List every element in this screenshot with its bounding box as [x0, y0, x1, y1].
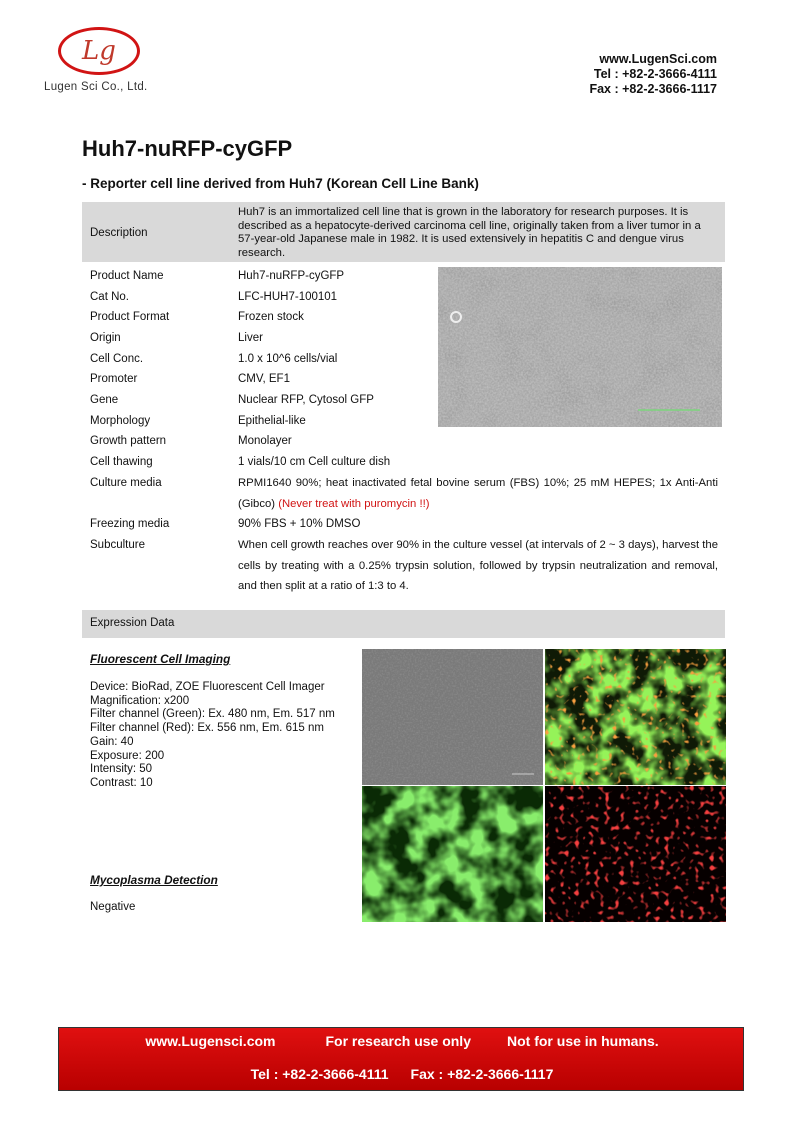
- spec-value-cat-no: LFC-HUH7-100101: [238, 291, 338, 303]
- imaging-device: Device: BioRad, ZOE Fluorescent Cell Imager: [90, 681, 325, 693]
- culture-media-text: RPMI1640 90%; heat inactivated fetal bovine serum (FBS) 10%; 25 mM HEPES; 1x Anti-Anti (Gibco): [238, 477, 718, 510]
- spec-value-freezing-media: 90% FBS + 10% DMSO: [238, 518, 361, 530]
- imaging-magnification: Magnification: x200: [90, 694, 190, 707]
- footer-not-human-note: Not for use in humans.: [507, 1033, 659, 1049]
- spec-value-gene: Nuclear RFP, Cytosol GFP: [238, 394, 374, 406]
- spec-value-growth-pattern: Monolayer: [238, 435, 292, 447]
- spec-label-cat-no: Cat No.: [90, 291, 129, 303]
- spec-label-morphology: Morphology: [90, 415, 151, 427]
- page-subtitle: - Reporter cell line derived from Huh7 (Korean Cell Line Bank): [82, 176, 479, 191]
- header-contact: [589, 52, 717, 97]
- spec-label-growth-pattern: Growth pattern: [90, 435, 167, 447]
- spec-value-cell-conc: 1.0 x 10^6 cells/vial: [238, 353, 338, 365]
- footer-website[interactable]: www.Lugensci.com: [145, 1033, 276, 1049]
- imaging-heading: Fluorescent Cell Imaging: [90, 652, 231, 666]
- header-website[interactable]: www.LugenSci.com: [599, 52, 717, 66]
- spec-value-product-name: Huh7-nuRFP-cyGFP: [238, 270, 345, 282]
- spec-value-promoter: CMV, EF1: [238, 373, 290, 385]
- expression-label: Expression Data: [90, 617, 175, 629]
- mycoplasma-heading: Mycoplasma Detection: [90, 873, 218, 887]
- phase-contrast-image: [438, 267, 722, 427]
- footer-research-note: For research use only: [325, 1033, 471, 1049]
- company-logo: [44, 27, 152, 99]
- brightfield-image: [362, 649, 543, 785]
- footer-tel: Tel : +82-2-3666-4111: [250, 1066, 389, 1082]
- merged-fluorescence-image: [545, 649, 726, 785]
- spec-value-product-format: Frozen stock: [238, 311, 304, 323]
- footer-line-2: [59, 1066, 745, 1082]
- footer-banner: [58, 1027, 744, 1091]
- spec-value-origin: Liver: [238, 332, 263, 344]
- footer-fax: Fax : +82-2-3666-1117: [410, 1066, 554, 1082]
- header-fax: Fax : +82-2-3666-1117: [589, 82, 717, 96]
- imaging-filter-green: Filter channel (Green): Ex. 480 nm, Em. 517 nm: [90, 708, 335, 721]
- puromycin-warning: (Never treat with puromycin !!): [278, 497, 430, 510]
- green-channel-image: [362, 786, 543, 922]
- footer-line-1: [59, 1033, 745, 1049]
- spec-label-product-format: Product Format: [90, 311, 170, 323]
- imaging-gain: Gain: 40: [90, 735, 134, 748]
- imaging-intensity: Intensity: 50: [90, 763, 153, 776]
- page-title: Huh7-nuRFP-cyGFP: [82, 136, 293, 161]
- header-tel: Tel : +82-2-3666-4111: [593, 67, 717, 81]
- description-label: Description: [90, 227, 148, 239]
- spec-label-promoter: Promoter: [90, 373, 138, 385]
- spec-label-culture-media: Culture media: [90, 477, 162, 489]
- red-channel-image: [545, 786, 726, 922]
- expression-band: [82, 610, 725, 638]
- company-name: Lugen Sci Co., Ltd.: [44, 81, 148, 93]
- spec-label-gene: Gene: [90, 394, 119, 406]
- spec-label-freezing-media: Freezing media: [90, 518, 170, 530]
- spec-value-morphology: Epithelial-like: [238, 415, 306, 427]
- spec-label-product-name: Product Name: [90, 270, 164, 282]
- imaging-settings: [90, 681, 335, 791]
- imaging-contrast: Contrast: 10: [90, 776, 153, 789]
- logo-mark: Lg: [82, 36, 116, 66]
- description-text: Huh7 is an immortalized cell line that is grown in the laboratory for research purposes. It is described as a hepatocyte-derived carcinoma cell line, originally taken from a liver tumor in a 57-year-old Japanese male in 1982. It is used extensively in hepatitis C and dengue virus research.: [238, 206, 701, 259]
- spec-label-subculture: Subculture: [90, 539, 145, 551]
- spec-label-cell-conc: Cell Conc.: [90, 353, 144, 365]
- spec-value-culture-media: [238, 473, 718, 514]
- spec-value-cell-thawing: 1 vials/10 cm Cell culture dish: [238, 456, 391, 468]
- spec-value-subculture: When cell growth reaches over 90% in the culture vessel (at intervals of 2 ~ 3 days), harvest the cells by treating with a 0.25% trypsin solution, followed by trypsin neutralization and removal, and then split at a ratio of 1:3 to 4.: [238, 539, 718, 592]
- spec-label-origin: Origin: [90, 332, 121, 344]
- imaging-exposure: Exposure: 200: [90, 749, 165, 762]
- imaging-filter-red: Filter channel (Red): Ex. 556 nm, Em. 615 nm: [90, 722, 324, 735]
- mycoplasma-result: Negative: [90, 901, 136, 913]
- spec-label-cell-thawing: Cell thawing: [90, 456, 153, 468]
